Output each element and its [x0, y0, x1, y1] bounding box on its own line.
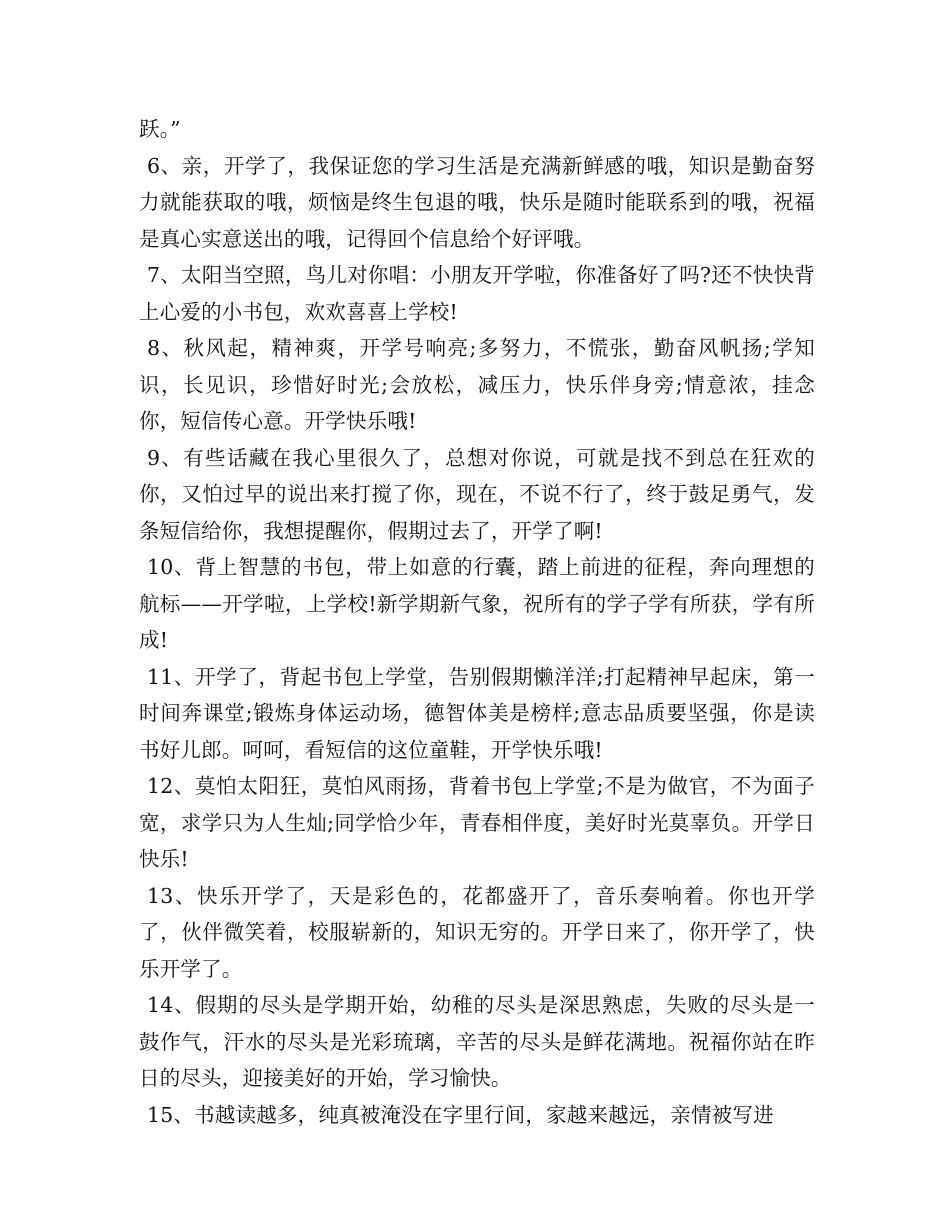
paragraph-item-6: 6、亲，开学了，我保证您的学习生活是充满新鲜感的哦，知识是勤奋努力就能获取的哦，烦恼是终生包退的哦，快乐是随时能联系到的哦，祝福是真心实意送出的哦，记得回个信息给个好评哦。	[139, 153, 815, 251]
paragraph-continuation: 跃。”	[139, 117, 181, 141]
paragraph-item-12: 12、莫怕太阳狂，莫怕风雨扬，背着书包上学堂;不是为做官，不为面子宽，求学只为人生灿;同学恰少年，青春相伴度，美好时光莫辜负。开学日快乐!	[139, 774, 815, 871]
paragraph-item-11: 11、开学了，背起书包上学堂，告别假期懒洋洋;打起精神早起床，第一时间奔课堂;锻炼身体运动场，德智体美是榜样;意志品质要坚强，你是读书好儿郎。呵呵，看短信的这位童鞋，开学快乐哦!	[139, 664, 815, 762]
paragraph-item-15: 15、书越读越多，纯真被淹没在字里行间，家越来越远，亲情被写进	[147, 1102, 774, 1127]
document-body	[139, 111, 815, 1133]
paragraph-item-7: 7、太阳当空照，鸟儿对你唱：小朋友开学啦，你准备好了吗?还不快快背上心爱的小书包，欢欢喜喜上学校!	[139, 263, 815, 324]
paragraph-item-14: 14、假期的尽头是学期开始，幼稚的尽头是深思熟虑，失败的尽头是一鼓作气，汗水的尽头是光彩琉璃，辛苦的尽头是鲜花满地。祝福你站在昨日的尽头，迎接美好的开始，学习愉快。	[139, 993, 815, 1090]
paragraph-item-10: 10、背上智慧的书包，带上如意的行囊，踏上前进的征程，奔向理想的航标——开学啦，上学校!新学期新气象，祝所有的学子学有所获，学有所成!	[139, 555, 815, 652]
paragraph-item-13: 13、快乐开学了，天是彩色的，花都盛开了，音乐奏响着。你也开学了，伙伴微笑着，校服崭新的，知识无穷的。开学日来了，你开学了，快乐开学了。	[139, 883, 815, 981]
paragraph-item-9: 9、有些话藏在我心里很久了，总想对你说，可就是找不到总在狂欢的你，又怕过早的说出来打搅了你，现在，不说不行了，终于鼓足勇气，发条短信给你，我想提醒你，假期过去了，开学了啊!	[139, 445, 815, 543]
paragraph-item-8: 8、秋风起，精神爽，开学号响亮;多努力，不慌张，勤奋风帆扬;学知识，长见识，珍惜好时光;会放松，减压力，快乐伴身旁;情意浓，挂念你，短信传心意。开学快乐哦!	[139, 336, 815, 433]
